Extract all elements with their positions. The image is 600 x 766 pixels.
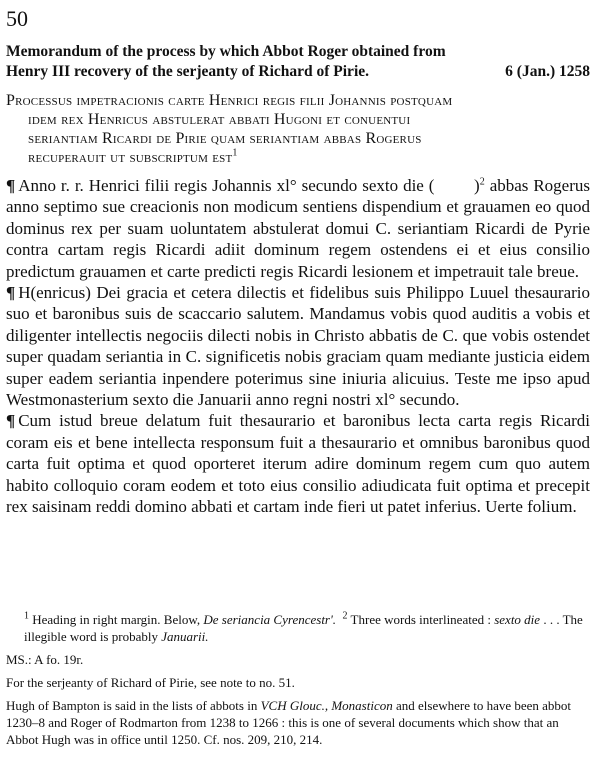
- latin-heading: [6, 91, 590, 167]
- footnote-2-text-b: . . . The illegible word is probably: [24, 612, 583, 644]
- paragraph-1: [6, 175, 590, 282]
- manuscript-ref: MS.: A fo. 19r.: [6, 652, 84, 667]
- heading-line-4-row: [6, 148, 590, 167]
- pilcrow-icon: ¶: [6, 411, 16, 431]
- memo-line-2-row: [6, 62, 590, 82]
- heading-line-1: Processus impetracionis carte Henrici regis filii Johannis postquam: [6, 92, 453, 109]
- abbots-note-c: and elsewhere to have been abbot 1230–8 and Roger of Rodmarton from 1238 to 1266 : this is one of several documents which show that an Abbot Hugh was in office until 1250. Cf. nos. 209, 210, 214.: [6, 698, 572, 747]
- paragraph-3: [6, 410, 590, 517]
- abbots-note: [6, 697, 590, 748]
- footnote-1-text: Heading in right margin. Below,: [32, 612, 201, 627]
- heading-line-4: recuperauit ut subscriptum est: [28, 149, 233, 166]
- footnote-ref-1: 1: [232, 147, 238, 159]
- serjeanty-note: For the serjeanty of Richard of Pirie, see note to no. 51.: [6, 675, 295, 690]
- paragraph-1-rest: abbas Rogerus anno septimo sue creacionis non modicum sentiens dispendium et grauamen eo quod dominus rex per suam uoluntatem abstulerat domui C. seriantiam Ricardi de Pyrie contra cartam regis Ricardi adiit dominum regem ostendens ei et eius consilio predictum grauamen et carte predicti regis Ricardi lesionem et impetrauit tale breue.: [6, 176, 591, 281]
- abbots-note-a: Hugh of Bampton is said in the lists of abbots in: [6, 698, 258, 713]
- memo-line-2: Henry III recovery of the serjeanty of Richard of Pirie.: [6, 63, 370, 80]
- pilcrow-icon: ¶: [6, 283, 16, 303]
- heading-line-3: seriantiam Ricardi de Pirie quam seriantiam abbas Rogerus: [28, 130, 422, 147]
- footnote-1-italic: De seriancia Cyrencestr'.: [203, 612, 337, 627]
- page-number: 50: [6, 6, 28, 31]
- paragraph-2-text: H(enricus) Dei gracia et cetera dilectis et fidelibus suis Philippo Luuel thesaurario suo et baronibus suis de scaccario salutem. Mandamus vobis quod auditis a vobis et diligenter intellectis negociis dilecti nobis in Christo abbatis de C. que vobis ostendet super quadam seriantia in C. significetis nobis graciam quam mediante justicia eidem super eadem seriantia inpendere poterimus sine iniuria alicuius. Teste me ipso apud Westmonasterium sexto die Januarii anno regni nostri xl° secundo.: [6, 283, 590, 410]
- memo-line-1: Memorandum of the process by which Abbot Roger obtained from: [6, 43, 446, 60]
- footnotes: [6, 611, 590, 748]
- paragraph-2: [6, 282, 590, 410]
- footnote-2-italic-a: sexto die: [494, 612, 541, 627]
- memorandum-summary: [6, 42, 590, 82]
- footnote-1-and-2: [6, 611, 590, 645]
- footnote-ref-2: 2: [479, 176, 485, 188]
- paragraph-1-gap: ): [434, 176, 480, 195]
- memo-date: 6 (Jan.) 1258: [505, 63, 590, 80]
- paragraph-3-text: Cum istud breue delatum fuit thesaurario et baronibus lecta carta regis Ricardi coram eis et bene intellecta responsum fuit a thesaurario et omnibus baronibus quod carta fuit optima et quod oporteret iterum adire dominum regem cum quo autem habito colloquio coram eodem et toto eius consilio adiudicata fuit optima et precepit rex saisinam reddi domino abbati et cartam inde fieri ut patet inferius. Uerte folium.: [6, 411, 590, 517]
- paragraph-1-lead: Anno r. r. Henrici filii regis Johannis xl° secundo sexto die (: [18, 176, 435, 195]
- footnote-2-number: 2: [342, 610, 348, 622]
- footnote-2-italic-b: Januarii.: [161, 629, 209, 644]
- footnote-2-text: Three words interlineated :: [350, 612, 491, 627]
- abbots-note-italic: VCH Glouc., Monasticon: [260, 698, 393, 713]
- document-body: [6, 175, 590, 518]
- heading-line-2: idem rex Henricus abstulerat abbati Hugoni et conuentui: [28, 111, 411, 128]
- footnote-1-number: 1: [24, 610, 29, 622]
- pilcrow-icon: ¶: [6, 176, 16, 195]
